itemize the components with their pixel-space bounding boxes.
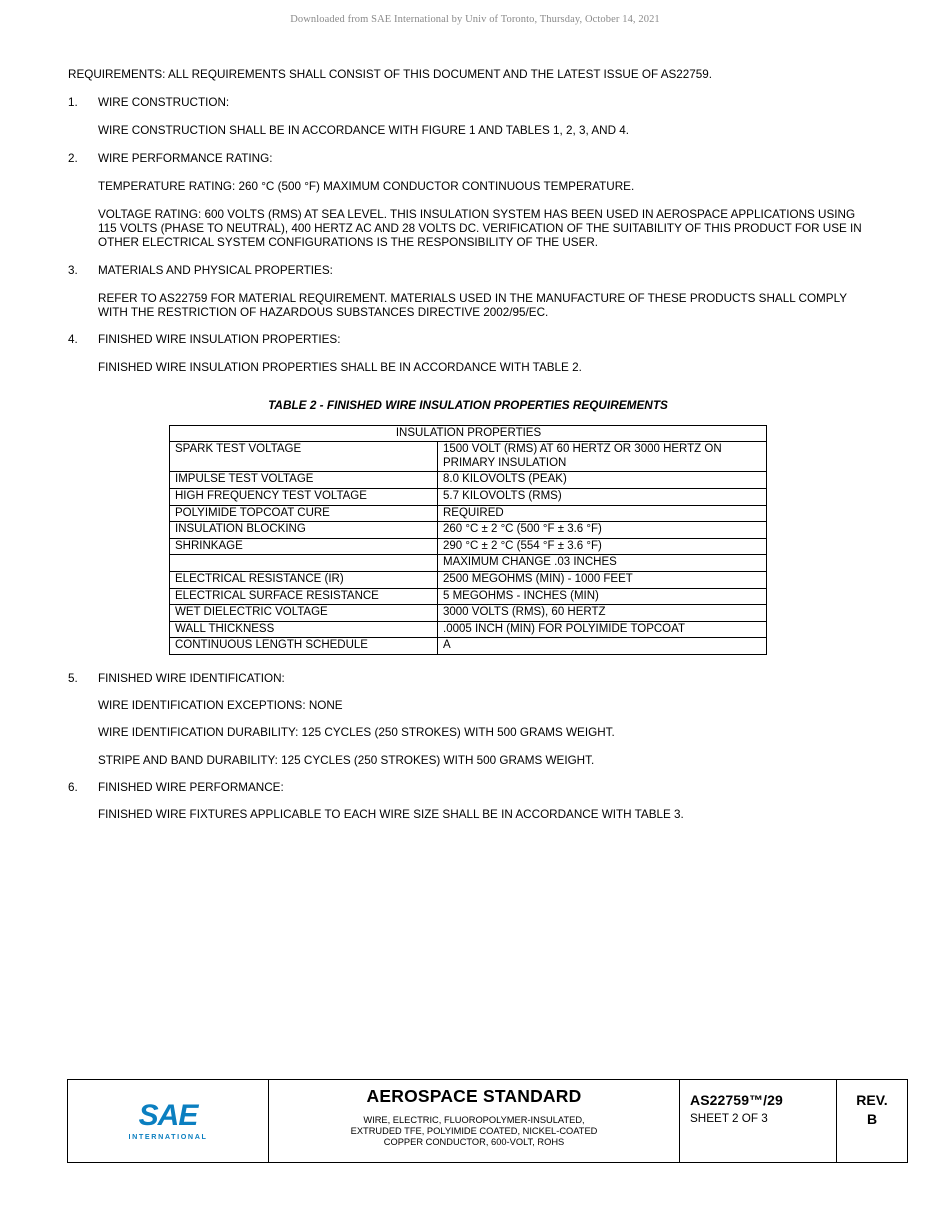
table-cell-value: REQUIRED	[438, 505, 767, 522]
table-cell-value: 260 °C ± 2 °C (500 °F ± 3.6 °F)	[438, 522, 767, 539]
download-watermark: Downloaded from SAE International by Univ of Toronto, Thursday, October 14, 2021	[290, 14, 660, 25]
table-2-caption: TABLE 2 - FINISHED WIRE INSULATION PROPERTIES REQUIREMENTS	[268, 397, 668, 412]
table-cell-property: HIGH FREQUENCY TEST VOLTAGE	[170, 489, 438, 506]
section-number-5: 5.	[68, 671, 78, 685]
table-row	[170, 489, 767, 506]
document-body	[68, 68, 868, 822]
table-cell-value: 3000 VOLTS (RMS), 60 HERTZ	[438, 605, 767, 622]
table-cell-value: 5 MEGOHMS - INCHES (MIN)	[438, 588, 767, 605]
standard-subtitle-line-2: EXTRUDED TFE, POLYIMIDE COATED, NICKEL-COATED	[350, 1126, 598, 1137]
section-heading-3	[68, 264, 868, 278]
section-heading-2	[68, 152, 868, 166]
section-title-6: FINISHED WIRE PERFORMANCE:	[98, 780, 284, 794]
section-heading-4	[68, 333, 868, 347]
sae-logo	[120, 1101, 216, 1140]
section-number-3: 3.	[68, 263, 78, 277]
table-cell-property: INSULATION BLOCKING	[170, 522, 438, 539]
table-row	[170, 442, 767, 472]
table-cell-property: ELECTRICAL SURFACE RESISTANCE	[170, 588, 438, 605]
sae-logo-wordmark: SAE	[138, 1099, 198, 1133]
section-heading-6	[68, 781, 868, 795]
table-cell-value: A	[438, 638, 767, 655]
section-2-paragraph-2: VOLTAGE RATING: 600 VOLTS (RMS) AT SEA LEVEL. THIS INSULATION SYSTEM HAS BEEN USED IN AEROSPACE APPLICATIONS USING 115 VOLTS (PHASE TO NEUTRAL), 400 HERTZ AC AND 28 VOLTS DC. VERIFICATION OF THE SUITABILITY OF THIS PRODUCT FOR USE IN OTHER ELECTRICAL SYSTEM CONFIGURATIONS IS THE RESPONSIBILITY OF THE USER.	[98, 208, 862, 250]
title-block-title-cell	[269, 1080, 680, 1162]
standard-subtitle-line-1: WIRE, ELECTRIC, FLUOROPOLYMER-INSULATED,	[363, 1115, 585, 1125]
section-number-6: 6.	[68, 780, 78, 794]
table-cell-property	[170, 555, 438, 572]
table-row	[170, 605, 767, 622]
table-row	[170, 472, 767, 489]
table-cell-property: IMPULSE TEST VOLTAGE	[170, 472, 438, 489]
table-row	[170, 638, 767, 655]
table-cell-value: .0005 INCH (MIN) FOR POLYIMIDE TOPCOAT	[438, 621, 767, 638]
standard-title: AEROSPACE STANDARD	[366, 1086, 582, 1106]
section-3-paragraph-1: REFER TO AS22759 FOR MATERIAL REQUIREMENT. MATERIALS USED IN THE MANUFACTURE OF THESE PRODUCTS SHALL COMPLY WITH THE RESTRICTION OF HAZARDOUS SUBSTANCES DIRECTIVE 2002/95/EC.	[98, 291, 847, 320]
section-number-1: 1.	[68, 96, 78, 110]
table-cell-value: 8.0 KILOVOLTS (PEAK)	[438, 472, 767, 489]
standard-subtitle-line-3: COPPER CONDUCTOR, 600-VOLT, ROHS	[383, 1137, 565, 1148]
requirements-lead: REQUIREMENTS: ALL REQUIREMENTS SHALL CONSIST OF THIS DOCUMENT AND THE LATEST ISSUE OF AS22759.	[68, 68, 713, 81]
table-cell-property: WALL THICKNESS	[170, 621, 438, 638]
table-cell-property: SHRINKAGE	[170, 538, 438, 555]
section-heading-1	[68, 96, 868, 110]
section-number-2: 2.	[68, 151, 78, 165]
title-block-logo-cell	[68, 1080, 269, 1162]
section-title-3: MATERIALS AND PHYSICAL PROPERTIES:	[98, 263, 333, 277]
section-4-paragraph-1: FINISHED WIRE INSULATION PROPERTIES SHALL BE IN ACCORDANCE WITH TABLE 2.	[98, 361, 582, 375]
standard-subtitle	[351, 1115, 598, 1149]
table-row	[170, 621, 767, 638]
table-cell-value: MAXIMUM CHANGE .03 INCHES	[438, 555, 767, 572]
title-block-document-cell	[680, 1080, 837, 1162]
section-title-2: WIRE PERFORMANCE RATING:	[98, 151, 273, 165]
table-row	[170, 571, 767, 588]
revision-label: REV.	[856, 1092, 888, 1108]
table-cell-property: WET DIELECTRIC VOLTAGE	[170, 605, 438, 622]
table-row-continuation	[170, 555, 767, 572]
table-row	[170, 538, 767, 555]
table-row	[170, 505, 767, 522]
table-row	[170, 522, 767, 539]
document-number: AS22759™/29	[690, 1092, 783, 1108]
section-title-5: FINISHED WIRE IDENTIFICATION:	[98, 671, 285, 685]
revision-value: B	[866, 1111, 878, 1127]
table-cell-value: 2500 MEGOHMS (MIN) - 1000 FEET	[438, 571, 767, 588]
table-cell-property: SPARK TEST VOLTAGE	[170, 442, 438, 472]
section-1-paragraph-1: WIRE CONSTRUCTION SHALL BE IN ACCORDANCE WITH FIGURE 1 AND TABLES 1, 2, 3, AND 4.	[98, 124, 630, 138]
table-row	[170, 588, 767, 605]
title-block-revision-cell	[837, 1080, 907, 1162]
table-cell-value: 1500 VOLT (RMS) AT 60 HERTZ OR 3000 HERTZ ON PRIMARY INSULATION	[438, 442, 767, 472]
section-heading-5	[68, 672, 868, 686]
section-number-4: 4.	[68, 333, 78, 347]
table-cell-property: CONTINUOUS LENGTH SCHEDULE	[170, 638, 438, 655]
table-row-header	[170, 425, 767, 442]
section-6-paragraph-1: FINISHED WIRE FIXTURES APPLICABLE TO EACH WIRE SIZE SHALL BE IN ACCORDANCE WITH TABLE 3.	[98, 807, 684, 821]
table-2-header-cell: INSULATION PROPERTIES	[170, 425, 767, 442]
section-5-paragraph-1: WIRE IDENTIFICATION EXCEPTIONS: NONE	[98, 699, 343, 713]
table-cell-value: 290 °C ± 2 °C (554 °F ± 3.6 °F)	[438, 538, 767, 555]
section-5-paragraph-3: STRIPE AND BAND DURABILITY: 125 CYCLES (250 STROKES) WITH 500 GRAMS WEIGHT.	[98, 753, 595, 767]
table-cell-property: ELECTRICAL RESISTANCE (IR)	[170, 571, 438, 588]
table-cell-property: POLYIMIDE TOPCOAT CURE	[170, 505, 438, 522]
sheet-number: SHEET 2 OF 3	[690, 1112, 768, 1125]
table-2-insulation-properties	[169, 425, 767, 655]
sae-logo-subtitle: INTERNATIONAL	[128, 1132, 208, 1142]
title-block	[67, 1079, 908, 1163]
section-title-1: WIRE CONSTRUCTION:	[98, 96, 230, 110]
section-2-paragraph-1: TEMPERATURE RATING: 260 °C (500 °F) MAXIMUM CONDUCTOR CONTINUOUS TEMPERATURE.	[98, 179, 635, 193]
section-5-paragraph-2: WIRE IDENTIFICATION DURABILITY: 125 CYCLES (250 STROKES) WITH 500 GRAMS WEIGHT.	[98, 726, 615, 740]
table-cell-value: 5.7 KILOVOLTS (RMS)	[438, 489, 767, 506]
section-title-4: FINISHED WIRE INSULATION PROPERTIES:	[98, 333, 341, 347]
